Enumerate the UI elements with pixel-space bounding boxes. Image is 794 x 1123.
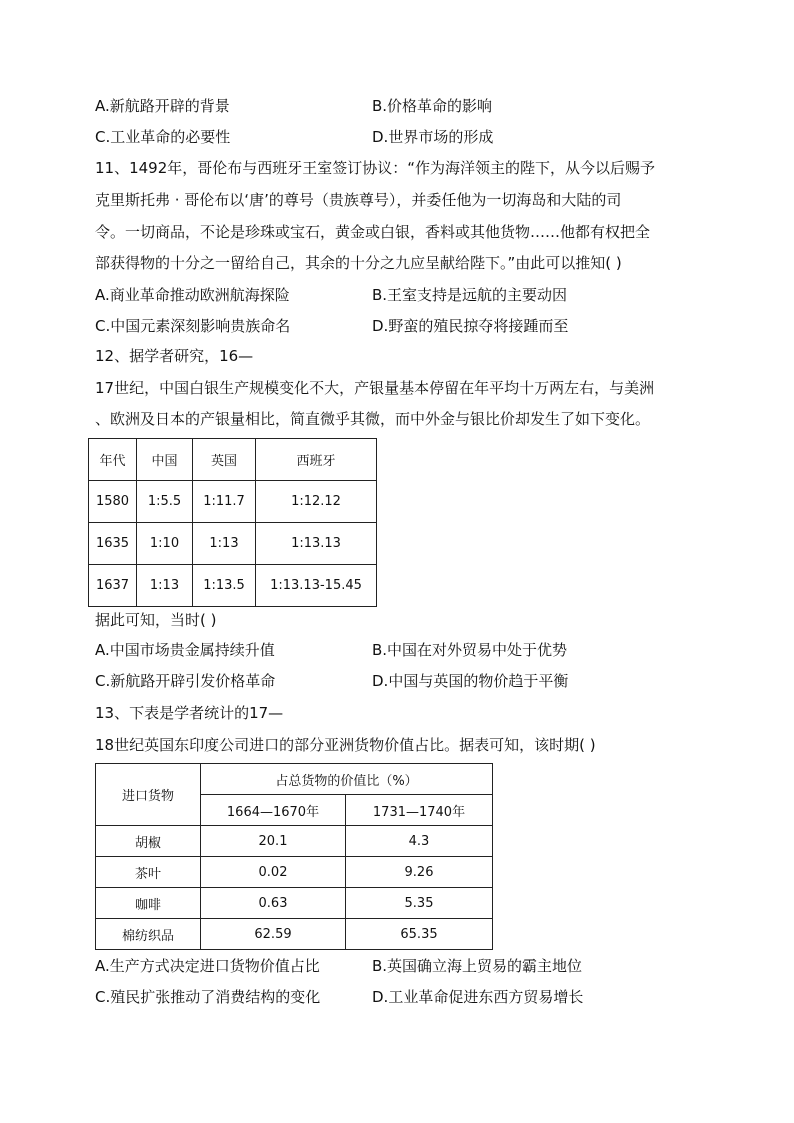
table-cell: 4.3	[346, 826, 493, 857]
table-row	[89, 565, 377, 607]
header-cell-england: 英国	[193, 439, 256, 481]
table-cell: 62.59	[201, 919, 346, 950]
table-cell: 1:13.5	[193, 565, 256, 607]
q12-option-c: C.新航路开辟引发价格革命	[95, 672, 276, 690]
table-cell: 0.63	[201, 888, 346, 919]
table-row	[96, 919, 493, 950]
q11-option-b: B.王室支持是远航的主要动因	[372, 286, 568, 304]
header-cell-value-share: 占总货物的价值比（%）	[201, 764, 493, 795]
table-cell: 1:13.13	[256, 523, 377, 565]
table-cell: 棉纺织品	[96, 919, 201, 950]
q12-option-a: A.中国市场贵金属持续升值	[95, 641, 275, 659]
table-cell: 1:13	[137, 565, 193, 607]
header-cell-spain: 西班牙	[256, 439, 377, 481]
table-header-row	[96, 764, 493, 795]
q11-option-d: D.野蛮的殖民掠夺将接踵而至	[372, 317, 569, 335]
q12-stem-line-1: 12、据学者研究，16—	[95, 347, 254, 365]
q11-stem-line-4: 部获得物的十分之一留给自己，其余的十分之九应呈献给陛下。”由此可以推知( )	[95, 254, 622, 272]
q11-stem-line-1: 11、1492年，哥伦布与西班牙王室签订协议：“作为海洋领主的陛下，从今以后赐予	[95, 159, 656, 177]
table-cell: 20.1	[201, 826, 346, 857]
table-cell: 65.35	[346, 919, 493, 950]
table-cell: 1:5.5	[137, 481, 193, 523]
table-cell: 1:13	[193, 523, 256, 565]
q13-option-b: B.英国确立海上贸易的霸主地位	[372, 957, 583, 975]
q13-stem-line-1: 13、下表是学者统计的17—	[95, 704, 284, 722]
q11-option-c: C.中国元素深刻影响贵族命名	[95, 317, 291, 335]
q12-stem-line-2: 17世纪，中国白银生产规模变化不大，产银量基本停留在年平均十万两左右，与美洲	[95, 379, 655, 397]
q11-stem-line-3: 令。一切商品，不论是珍珠或宝石，黄金或白银，香料或其他货物……他都有权把全	[95, 223, 651, 241]
table-row	[89, 481, 377, 523]
table-cell: 咖啡	[96, 888, 201, 919]
table-cell: 茶叶	[96, 857, 201, 888]
q12-after-text: 据此可知，当时( )	[95, 611, 217, 629]
q11-stem-line-2: 克里斯托弗 · 哥伦布以‘唐’的尊号（贵族尊号），并委任他为一切海岛和大陆的司	[95, 191, 622, 209]
table-header-row	[89, 439, 377, 481]
q13-option-c: C.殖民扩张推动了消费结构的变化	[95, 988, 321, 1006]
q13-option-d: D.工业革命促进东西方贸易增长	[372, 988, 584, 1006]
q12-stem-line-3: 、欧洲及日本的产银量相比，简直微乎其微，而中外金与银比价却发生了如下变化。	[95, 410, 651, 428]
q10-option-a: A.新航路开辟的背景	[95, 97, 230, 115]
table-row	[96, 857, 493, 888]
table-cell: 1:10	[137, 523, 193, 565]
q12-option-d: D.中国与英国的物价趋于平衡	[372, 672, 569, 690]
table-cell: 1:13.13-15.45	[256, 565, 377, 607]
table-cell: 9.26	[346, 857, 493, 888]
q10-option-c: C.工业革命的必要性	[95, 128, 231, 146]
table-cell: 胡椒	[96, 826, 201, 857]
header-cell-goods: 进口货物	[96, 764, 201, 826]
table-cell: 1:12.12	[256, 481, 377, 523]
table-row	[96, 826, 493, 857]
table-cell: 1635	[89, 523, 137, 565]
table-cell: 1580	[89, 481, 137, 523]
gold-silver-ratio-table	[88, 438, 377, 607]
q11-option-a: A.商业革命推动欧洲航海探险	[95, 286, 290, 304]
q10-option-b: B.价格革命的影响	[372, 97, 493, 115]
table-cell: 0.02	[201, 857, 346, 888]
table-cell: 5.35	[346, 888, 493, 919]
header-cell-era: 年代	[89, 439, 137, 481]
header-cell-period-2: 1731—1740年	[346, 795, 493, 826]
q13-stem-line-2: 18世纪英国东印度公司进口的部分亚洲货物价值占比。据表可知，该时期( )	[95, 736, 596, 754]
q13-option-a: A.生产方式决定进口货物价值占比	[95, 957, 320, 975]
import-goods-table	[95, 763, 493, 950]
q12-option-b: B.中国在对外贸易中处于优势	[372, 641, 568, 659]
table-cell: 1637	[89, 565, 137, 607]
header-cell-china: 中国	[137, 439, 193, 481]
table-row	[96, 888, 493, 919]
header-cell-period-1: 1664—1670年	[201, 795, 346, 826]
table-cell: 1:11.7	[193, 481, 256, 523]
q10-option-d: D.世界市场的形成	[372, 128, 494, 146]
table-row	[89, 523, 377, 565]
